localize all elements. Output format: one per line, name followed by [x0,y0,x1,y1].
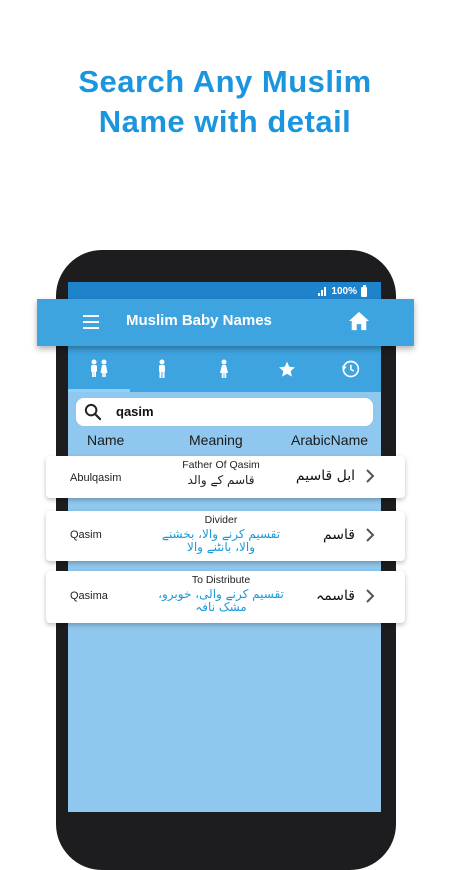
result-meaning: Father Of Qasim [182,459,260,471]
chevron-right-icon [365,588,375,604]
tab-favorites[interactable] [256,346,319,392]
result-urdu-meaning: قاسم کے والد [187,473,255,487]
result-name: Abulqasim [70,472,122,484]
boy-icon [156,359,168,379]
result-urdu-meaning: تقسیم کرنے والا، بخشنے والا، بانٹنے والا [161,527,281,554]
result-arabic-name: قاسمہ [316,588,355,604]
app-bar [37,299,414,346]
active-tab-indicator [68,389,130,392]
search-icon [84,403,102,421]
menu-icon[interactable] [83,315,99,329]
column-meaning-header: Meaning [189,432,243,448]
tab-history[interactable] [318,346,381,392]
girl-icon [218,359,230,379]
result-name: Qasim [70,529,102,541]
headline-line-2: Name with detail [98,104,352,139]
tab-girl-names[interactable] [193,346,256,392]
signal-icon [318,287,327,296]
column-name-header: Name [87,432,125,448]
result-row[interactable] [46,456,405,498]
battery-percent: 100% [331,286,357,297]
result-arabic-name: ابل قاسیم [295,468,355,484]
app-title: Muslim Baby Names [126,312,272,329]
tab-all-names[interactable] [68,346,131,392]
category-tabs [68,346,381,392]
headline-line-1: Search Any Muslim [78,64,372,99]
result-meaning: Divider [204,514,238,526]
result-name: Qasima [70,590,108,602]
tab-boy-names[interactable] [131,346,194,392]
result-meaning: To Distribute [191,574,251,586]
chevron-right-icon [365,468,375,484]
history-icon [340,359,360,379]
column-headers [68,432,381,452]
search-query[interactable]: qasim [116,404,154,419]
result-row[interactable] [46,571,405,623]
couple-icon [88,359,110,379]
column-arabic-header: ArabicName [291,432,369,448]
home-icon[interactable] [348,311,370,331]
search-input[interactable] [76,398,373,426]
result-urdu-meaning: تقسیم کرنے والی، خوبرو، مشک نافہ [158,587,284,614]
chevron-right-icon [365,527,375,543]
battery-icon [361,287,367,297]
star-icon [277,360,297,379]
promo-headline [0,62,450,142]
result-row[interactable] [46,511,405,561]
result-arabic-name: قاسم [322,527,355,543]
